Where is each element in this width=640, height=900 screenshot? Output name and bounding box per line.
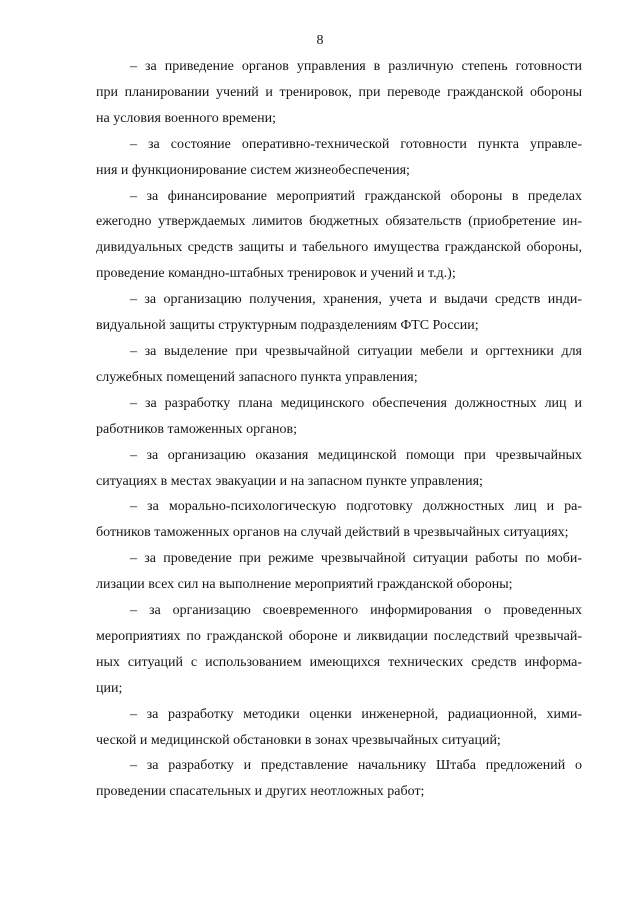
text-line: – за разработку и представление начальнику Штаба предложений о xyxy=(130,758,582,774)
text-line: проведении спасательных и других неотложных работ; xyxy=(96,784,425,800)
text-line: ческой и медицинской обстановки в зонах чрезвычайных ситуаций; xyxy=(96,732,501,748)
text-line: видуальной защиты структурным подразделениям ФТС России; xyxy=(96,318,479,334)
list-item xyxy=(96,339,582,391)
list-item xyxy=(96,753,582,805)
text-line: ции; xyxy=(96,680,123,696)
list-item xyxy=(96,443,582,495)
page-number: 8 xyxy=(316,33,324,48)
text-line: – за организацию своевременного информирования о проведенных xyxy=(130,603,582,619)
list-item xyxy=(96,546,582,598)
list-item xyxy=(96,391,582,443)
document-body xyxy=(96,54,582,805)
text-line: – за организацию оказания медицинской помощи при чрезвычайных xyxy=(130,447,582,463)
text-line: – за финансирование мероприятий гражданской обороны в пределах xyxy=(130,188,582,204)
text-line: – за разработку плана медицинского обеспечения должностных лиц и xyxy=(130,395,582,411)
text-line: проведение командно-штабных тренировок и учений и т.д.); xyxy=(96,266,456,282)
list-item xyxy=(96,184,582,288)
list-item xyxy=(96,132,582,184)
text-line: служебных помещений запасного пункта управления; xyxy=(96,369,418,385)
text-line: ситуациях в местах эвакуации и на запасном пункте управления; xyxy=(96,473,483,489)
text-line: работников таможенных органов; xyxy=(96,421,298,437)
text-line: – за проведение при режиме чрезвычайной ситуации работы по моби- xyxy=(130,551,582,567)
list-item xyxy=(96,287,582,339)
text-line: – за состояние оперативно-технической готовности пункта управле- xyxy=(130,136,582,152)
text-line: мероприятиях по гражданской обороне и ликвидации последствий чрезвычай- xyxy=(96,628,582,644)
list-item xyxy=(96,494,582,546)
text-line: – за разработку методики оценки инженерной, радиационной, хими- xyxy=(130,706,582,722)
text-line: на условия военного времени; xyxy=(96,110,276,126)
list-item xyxy=(96,702,582,754)
text-line: дивидуальных средств защиты и табельного имущества гражданской обороны, xyxy=(96,240,582,256)
text-line: ния и функционирование систем жизнеобеспечения; xyxy=(96,162,410,178)
text-line: при планировании учений и тренировок, при переводе гражданской обороны xyxy=(96,84,582,100)
text-line: – за приведение органов управления в различную степень готовности xyxy=(130,59,582,74)
text-line: – за выделение при чрезвычайной ситуации мебели и оргтехники для xyxy=(130,343,582,359)
text-line: ботников таможенных органов на случай действий в чрезвычайных ситуациях; xyxy=(96,525,569,541)
text-line: ных ситуаций с использованием имеющихся технических средств информа- xyxy=(96,654,582,670)
text-line: – за организацию получения, хранения, учета и выдачи средств инди- xyxy=(130,292,582,308)
text-line: – за морально-психологическую подготовку должностных лиц и ра- xyxy=(130,499,582,515)
text-line: лизации всех сил на выполнение мероприятий гражданской обороны; xyxy=(96,577,513,593)
list-item xyxy=(96,598,582,702)
list-item xyxy=(96,54,582,132)
text-line: ежегодно утверждаемых лимитов бюджетных обязательств (приобретение ин- xyxy=(96,214,582,230)
